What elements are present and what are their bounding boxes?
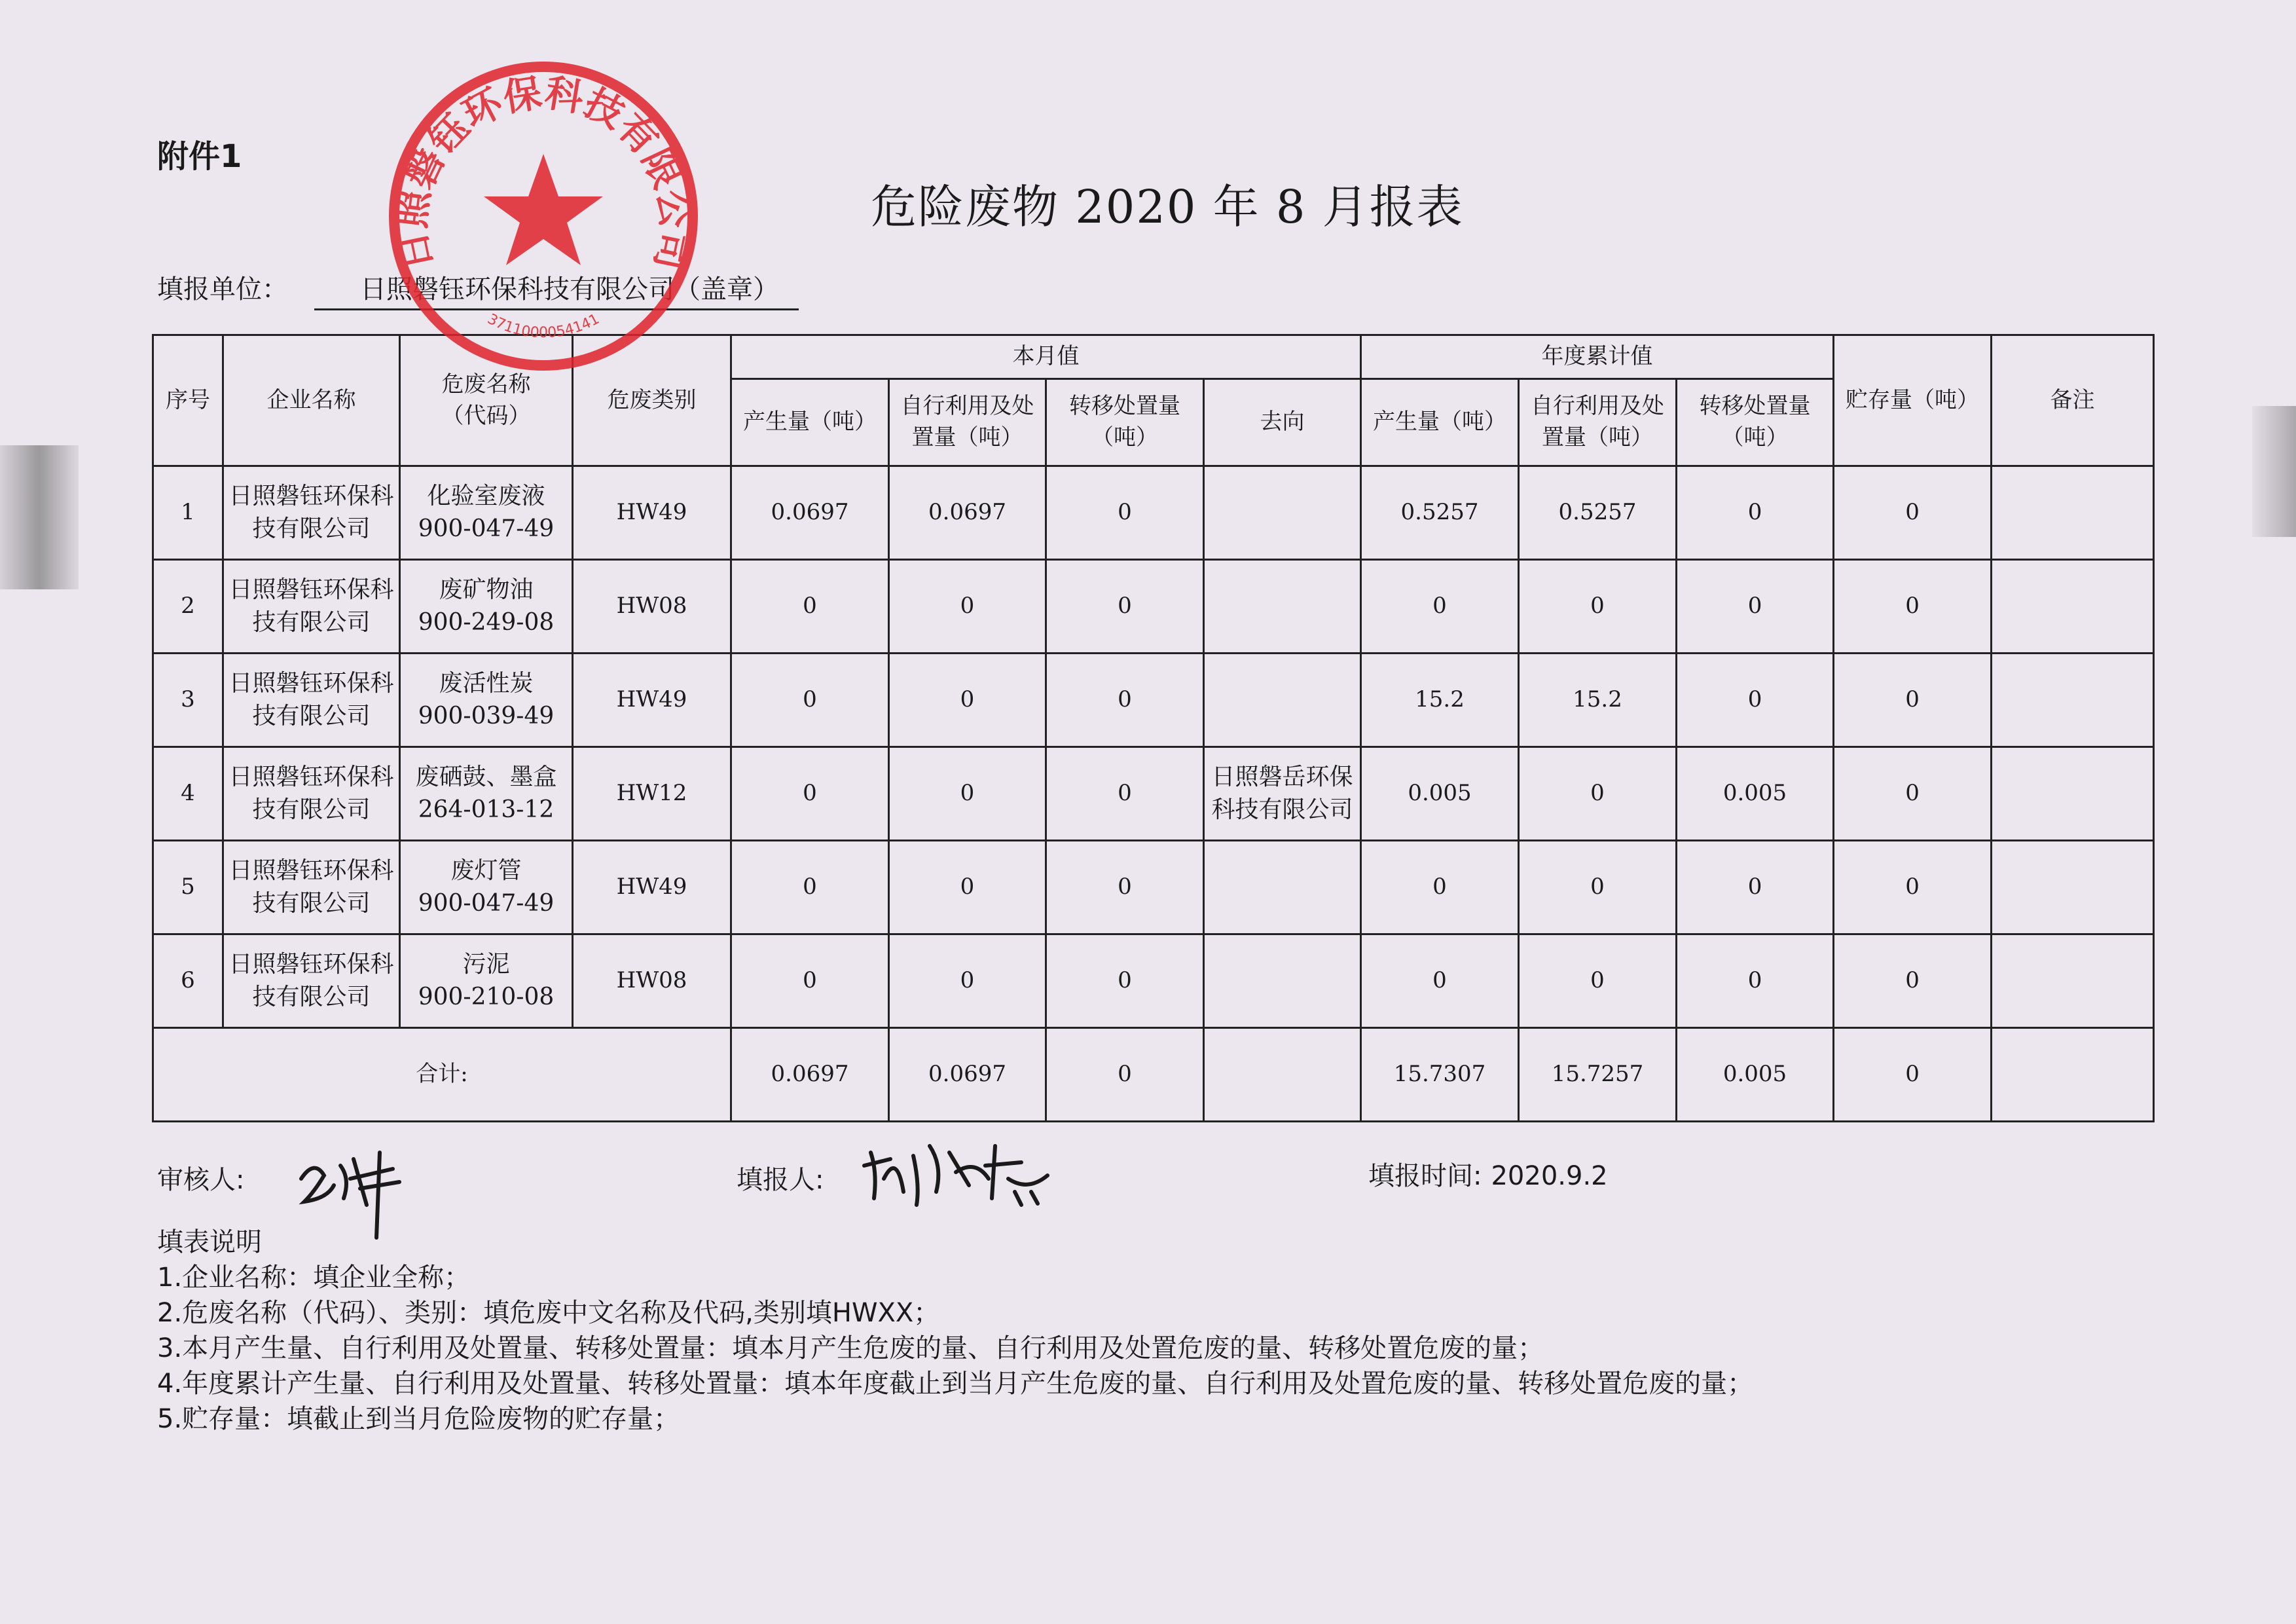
cell-company: 日照磐钰环保科技有限公司 xyxy=(223,466,400,560)
cell-month-self: 0 xyxy=(889,841,1046,934)
cell-storage: 0 xyxy=(1834,654,1992,747)
total-storage: 0 xyxy=(1834,1028,1992,1122)
cell-month-self: 0 xyxy=(889,654,1046,747)
scan-artifact-left xyxy=(0,445,79,589)
total-month-transfer: 0 xyxy=(1046,1028,1204,1122)
header-month-transfer: 转移处置量（吨） xyxy=(1046,379,1204,466)
header-category: 危废类别 xyxy=(573,335,731,466)
report-title: 危险废物 2020 年 8 月报表 xyxy=(871,180,1464,234)
cell-remark xyxy=(1992,934,2154,1028)
cell-waste-code: 900-047-49 xyxy=(418,890,555,917)
cell-category: HW49 xyxy=(573,466,731,560)
seal-star-icon xyxy=(484,154,603,265)
cell-seq: 5 xyxy=(153,841,223,934)
total-destination xyxy=(1204,1028,1361,1122)
reporting-unit-label: 填报单位： xyxy=(157,274,288,304)
cell-month-generated: 0 xyxy=(731,841,889,934)
cell-month-generated: 0 xyxy=(731,654,889,747)
cell-storage: 0 xyxy=(1834,560,1992,654)
filler-signature xyxy=(858,1126,1067,1218)
cell-waste-name: 废硒鼓、墨盒 xyxy=(415,763,557,790)
header-year-self: 自行利用及处置量（吨） xyxy=(1519,379,1677,466)
cell-month-transfer: 0 xyxy=(1046,654,1204,747)
cell-year-generated: 15.2 xyxy=(1361,654,1519,747)
cell-year-generated: 0 xyxy=(1361,841,1519,934)
cell-remark xyxy=(1992,560,2154,654)
fill-time xyxy=(1368,1155,1608,1192)
cell-year-self: 0 xyxy=(1519,747,1677,841)
cell-year-self: 0 xyxy=(1519,560,1677,654)
cell-storage: 0 xyxy=(1834,934,1992,1028)
waste-report-table xyxy=(152,334,2155,1122)
cell-month-generated: 0 xyxy=(731,560,889,654)
header-year-generated: 产生量（吨） xyxy=(1361,379,1519,466)
cell-year-transfer: 0 xyxy=(1677,841,1834,934)
cell-seq: 6 xyxy=(153,934,223,1028)
cell-remark xyxy=(1992,466,2154,560)
cell-year-self: 0 xyxy=(1519,841,1677,934)
cell-remark xyxy=(1992,841,2154,934)
cell-company: 日照磐钰环保科技有限公司 xyxy=(223,560,400,654)
cell-destination: 日照磐岳环保科技有限公司 xyxy=(1204,747,1361,841)
table-row xyxy=(153,560,2154,654)
cell-waste-name: 废灯管 xyxy=(450,857,522,884)
cell-waste-name: 化验室废液 xyxy=(427,482,545,509)
cell-company: 日照磐钰环保科技有限公司 xyxy=(223,934,400,1028)
cell-year-generated: 0 xyxy=(1361,560,1519,654)
cell-waste xyxy=(400,747,573,841)
cell-waste xyxy=(400,934,573,1028)
header-year-group: 年度累计值 xyxy=(1361,335,1834,379)
cell-destination xyxy=(1204,654,1361,747)
table-row xyxy=(153,466,2154,560)
cell-month-generated: 0.0697 xyxy=(731,466,889,560)
fill-time-value: 2020.9.2 xyxy=(1491,1161,1608,1191)
cell-waste xyxy=(400,560,573,654)
cell-waste-code: 900-047-49 xyxy=(418,515,555,542)
cell-waste-code: 900-039-49 xyxy=(418,703,555,729)
instructions xyxy=(157,1225,1753,1437)
table-row xyxy=(153,747,2154,841)
cell-destination xyxy=(1204,466,1361,560)
cell-waste xyxy=(400,841,573,934)
header-month-destination: 去向 xyxy=(1204,379,1361,466)
instruction-item: 2.危废名称（代码）、类别：填危废中文名称及代码,类别填HWXX； xyxy=(157,1298,940,1328)
cell-category: HW08 xyxy=(573,934,731,1028)
cell-year-transfer: 0 xyxy=(1677,934,1834,1028)
reporting-unit-value: 日照磐钰环保科技有限公司（盖章） xyxy=(314,268,799,310)
cell-destination xyxy=(1204,934,1361,1028)
cell-seq: 3 xyxy=(153,654,223,747)
table-row xyxy=(153,841,2154,934)
cell-storage: 0 xyxy=(1834,466,1992,560)
cell-month-generated: 0 xyxy=(731,747,889,841)
instructions-heading: 填表说明 xyxy=(157,1227,262,1257)
cell-year-self: 15.2 xyxy=(1519,654,1677,747)
cell-month-transfer: 0 xyxy=(1046,747,1204,841)
cell-year-transfer: 0 xyxy=(1677,560,1834,654)
reviewer-label: 审核人: xyxy=(157,1165,245,1195)
seal-number: 3711000054141 xyxy=(484,310,602,342)
cell-month-transfer: 0 xyxy=(1046,560,1204,654)
cell-company: 日照磐钰环保科技有限公司 xyxy=(223,654,400,747)
cell-waste-code: 900-210-08 xyxy=(418,984,555,1010)
cell-year-transfer: 0 xyxy=(1677,654,1834,747)
total-label: 合计: xyxy=(153,1028,731,1122)
cell-month-self: 0 xyxy=(889,560,1046,654)
cell-seq: 4 xyxy=(153,747,223,841)
cell-month-self: 0.0697 xyxy=(889,466,1046,560)
fill-time-label: 填报时间: xyxy=(1368,1161,1482,1191)
cell-category: HW12 xyxy=(573,747,731,841)
cell-waste xyxy=(400,466,573,560)
cell-waste-code: 900-249-08 xyxy=(418,609,555,636)
cell-destination xyxy=(1204,560,1361,654)
scan-artifact-right xyxy=(2252,406,2296,537)
total-row xyxy=(153,1028,2154,1122)
cell-month-self: 0 xyxy=(889,934,1046,1028)
cell-year-transfer: 0.005 xyxy=(1677,747,1834,841)
header-waste-name: 危废名称 （代码） xyxy=(400,335,573,466)
filler-label: 填报人: xyxy=(737,1165,824,1195)
table-row xyxy=(153,654,2154,747)
table-row xyxy=(153,934,2154,1028)
header-month-group: 本月值 xyxy=(731,335,1361,379)
total-month-self: 0.0697 xyxy=(889,1028,1046,1122)
cell-year-self: 0.5257 xyxy=(1519,466,1677,560)
cell-seq: 1 xyxy=(153,466,223,560)
cell-month-self: 0 xyxy=(889,747,1046,841)
cell-waste xyxy=(400,654,573,747)
cell-remark xyxy=(1992,747,2154,841)
cell-seq: 2 xyxy=(153,560,223,654)
header-seq: 序号 xyxy=(153,335,223,466)
cell-month-transfer: 0 xyxy=(1046,466,1204,560)
instruction-item: 5.贮存量：填截止到当月危险废物的贮存量； xyxy=(157,1404,680,1434)
header-month-self: 自行利用及处置量（吨） xyxy=(889,379,1046,466)
cell-storage: 0 xyxy=(1834,747,1992,841)
attachment-label: 附件1 xyxy=(157,138,242,175)
cell-year-transfer: 0 xyxy=(1677,466,1834,560)
total-remark xyxy=(1992,1028,2154,1122)
header-year-transfer: 转移处置量（吨） xyxy=(1677,379,1834,466)
total-year-self: 15.7257 xyxy=(1519,1028,1677,1122)
cell-waste-name: 废矿物油 xyxy=(439,576,534,603)
cell-month-generated: 0 xyxy=(731,934,889,1028)
instruction-item: 3.本月产生量、自行利用及处置量、转移处置量：填本月产生危废的量、自行利用及处置危废的量、转移处置危废的量； xyxy=(157,1333,1544,1363)
cell-category: HW08 xyxy=(573,560,731,654)
header-company: 企业名称 xyxy=(223,335,400,466)
instruction-item: 1.企业名称：填企业全称； xyxy=(157,1263,471,1293)
cell-company: 日照磐钰环保科技有限公司 xyxy=(223,841,400,934)
cell-year-self: 0 xyxy=(1519,934,1677,1028)
cell-month-transfer: 0 xyxy=(1046,934,1204,1028)
total-year-generated: 15.7307 xyxy=(1361,1028,1519,1122)
cell-waste-name: 污泥 xyxy=(462,950,510,978)
cell-waste-name: 废活性炭 xyxy=(439,669,534,697)
cell-year-generated: 0.005 xyxy=(1361,747,1519,841)
seal-text: 日照磐钰环保科技有限公司 xyxy=(389,70,698,274)
header-remarks: 备注 xyxy=(1992,335,2154,466)
company-seal xyxy=(383,56,704,377)
cell-category: HW49 xyxy=(573,654,731,747)
cell-year-generated: 0.5257 xyxy=(1361,466,1519,560)
total-year-transfer: 0.005 xyxy=(1677,1028,1834,1122)
total-month-generated: 0.0697 xyxy=(731,1028,889,1122)
cell-year-generated: 0 xyxy=(1361,934,1519,1028)
header-month-generated: 产生量（吨） xyxy=(731,379,889,466)
cell-waste-code: 264-013-12 xyxy=(418,796,555,823)
instruction-item: 4.年度累计产生量、自行利用及处置量、转移处置量：填本年度截止到当月产生危废的量、自行利用及处置危废的量、转移处置危废的量； xyxy=(157,1369,1754,1399)
header-storage: 贮存量（吨） xyxy=(1834,335,1992,466)
cell-remark xyxy=(1992,654,2154,747)
cell-storage: 0 xyxy=(1834,841,1992,934)
cell-month-transfer: 0 xyxy=(1046,841,1204,934)
cell-category: HW49 xyxy=(573,841,731,934)
cell-destination xyxy=(1204,841,1361,934)
cell-company: 日照磐钰环保科技有限公司 xyxy=(223,747,400,841)
